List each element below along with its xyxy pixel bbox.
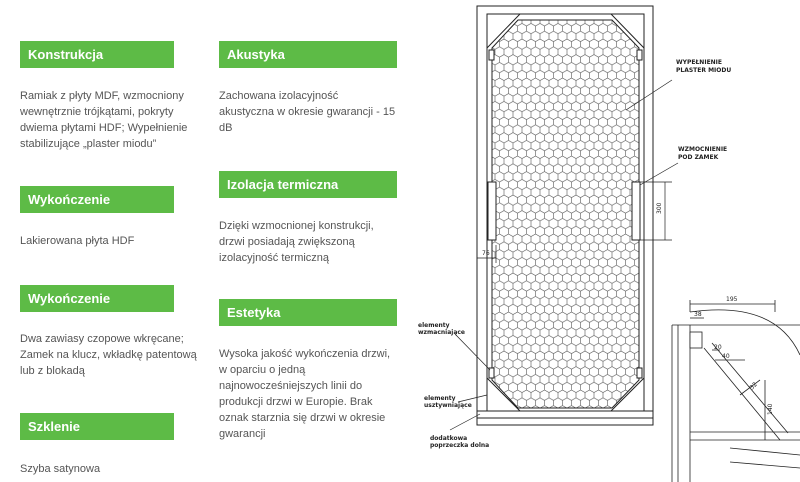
bottom-rail-label-line2: poprzeczka dolna [430, 442, 490, 449]
akustyka-badge: Akustyka [219, 41, 397, 68]
lock-label-line1: WZMOCNIENIE [678, 146, 728, 153]
desc-line: dB [219, 122, 233, 134]
honeycomb-label-line2: PLASTER MIODU [676, 67, 732, 74]
honeycomb-label-line1: WYPEŁNIENIE [676, 59, 723, 66]
reinforcing-label-line1: elementy [418, 322, 450, 329]
corner-detail [672, 300, 800, 482]
desc-line: Ramiak z płyty MDF, wzmocniony [20, 90, 184, 102]
izolacja-badge: Izolacja termiczna [219, 171, 397, 198]
desc-line: Wysoka jakość wykończenia drzwi, [219, 348, 391, 360]
desc-line: Lakierowana płyta HDF [20, 235, 135, 247]
lock-label-line2: POD ZAMEK [678, 154, 719, 161]
honeycomb-fill [492, 20, 639, 408]
desc-line: stabilizujące „plaster miodu” [20, 138, 157, 150]
dimension-32-label: 32 [748, 381, 759, 392]
desc-line: oznak starznia się drzwi w okresie [219, 412, 386, 424]
dimension-20-label: 20 [714, 344, 722, 351]
desc-line: najnowocześniejszych linii do [219, 380, 363, 392]
desc-line: Dzięki wzmocnionej konstrukcji, [219, 220, 374, 232]
bottom-rail-label-line1: dodatkowa [430, 435, 468, 442]
desc-line: drzwi posiadają zwiększoną [219, 236, 355, 248]
dimension-300-label: 300 [656, 202, 663, 214]
szklenie-badge: Szklenie [20, 413, 174, 440]
stiffening-label-line1: elementy [424, 395, 456, 402]
desc-line: akustyczna w okresie gwarancji - 15 [219, 106, 396, 118]
desc-line: izolacyjność termiczną [219, 252, 330, 264]
desc-line: Szyba satynowa [20, 463, 101, 475]
dimension-76-label: 76 [482, 250, 490, 257]
dimension-195-label: 195 [726, 296, 738, 303]
desc-line: Zamek na klucz, wkładkę patentową [20, 349, 197, 361]
desc-line: dwiema płytami HDF; Wypełnienie [20, 122, 188, 134]
dimension-140-label: 140 [767, 403, 774, 415]
desc-line: w oparciu o jedną [219, 364, 306, 376]
stiffening-label-line2: usztywniające [424, 402, 472, 409]
konstrukcja-badge: Konstrukcja [20, 41, 174, 68]
desc-line: gwarancji [219, 428, 266, 440]
desc-line: produkcji drzwi w Europie. Brak [219, 396, 373, 408]
reinforcing-label-line2: wzmacniające [418, 329, 466, 336]
desc-line: Dwa zawiasy czopowe wkręcane; [20, 333, 184, 345]
wykonczenie-badge: Wykończenie [20, 186, 174, 213]
dimension-40-label: 40 [722, 353, 730, 360]
desc-line: Zachowana izolacyjność [219, 90, 339, 102]
desc-line: lub z blokadą [20, 365, 85, 377]
wykonczenie-2-badge: Wykończenie [20, 285, 174, 312]
dimension-38-label: 38 [694, 311, 702, 318]
estetyka-badge: Estetyka [219, 299, 397, 326]
desc-line: wewnętrznie trójkątami, pokryty [20, 106, 174, 118]
